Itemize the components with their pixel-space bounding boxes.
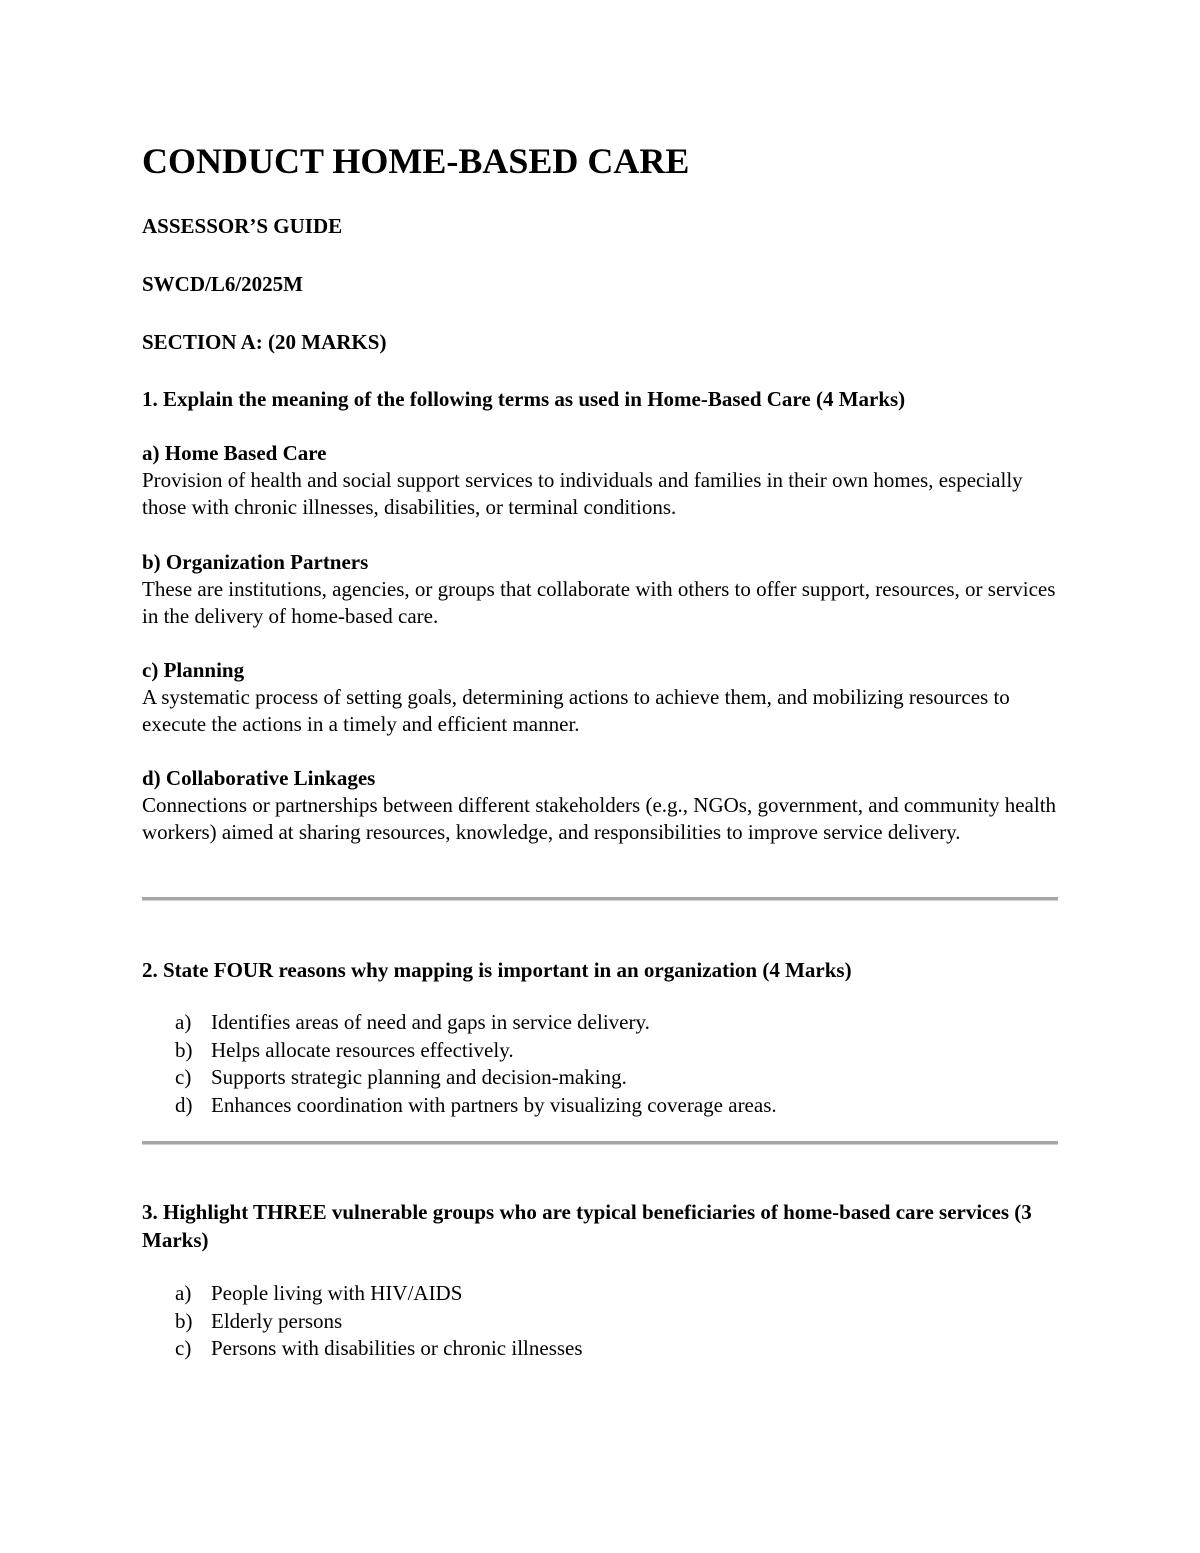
list-marker: c) xyxy=(175,1336,192,1360)
list-item xyxy=(142,1064,777,1092)
question-2: 2. State FOUR reasons why mapping is important in an organization (4 Marks) xyxy=(142,958,852,982)
term-definition: Provision of health and social support services to individuals and families in their own homes, especially those with chronic illnesses, disabilities, or terminal conditions. xyxy=(142,468,1023,519)
term-planning xyxy=(142,657,1062,738)
term-title: c) Planning xyxy=(142,658,245,682)
term-title: a) Home Based Care xyxy=(142,441,327,465)
list-item-text: Supports strategic planning and decision-making. xyxy=(211,1065,627,1089)
list-item xyxy=(142,1335,583,1363)
list-item xyxy=(142,1037,777,1065)
list-item-text: People living with HIV/AIDS xyxy=(211,1281,463,1305)
term-home-based-care xyxy=(142,440,1062,521)
term-definition: These are institutions, agencies, or groups that collaborate with others to offer support, resources, or services in the delivery of home-based care. xyxy=(142,577,1056,628)
term-title: d) Collaborative Linkages xyxy=(142,766,376,790)
term-definition: Connections or partnerships between different stakeholders (e.g., NGOs, government, and community health workers) aimed at sharing resources, knowledge, and responsibilities to improve service delivery. xyxy=(142,793,1057,844)
list-item xyxy=(142,1280,583,1308)
list-marker: c) xyxy=(175,1065,192,1089)
list-marker: b) xyxy=(175,1037,193,1062)
list-item xyxy=(142,1009,777,1037)
list-marker: b) xyxy=(175,1308,193,1333)
term-collaborative-linkages xyxy=(142,765,1062,846)
list-item-text: Identifies areas of need and gaps in service delivery. xyxy=(211,1010,650,1034)
document-title: CONDUCT HOME-BASED CARE xyxy=(142,141,690,181)
section-heading: SECTION A: (20 MARKS) xyxy=(142,330,387,354)
document-code: SWCD/L6/2025M xyxy=(142,272,304,296)
question-3: 3. Highlight THREE vulnerable groups who are typical beneficiaries of home-based care services (3 Marks) xyxy=(142,1200,1032,1252)
list-marker: d) xyxy=(175,1092,193,1117)
list-item xyxy=(142,1092,777,1120)
answer-list-q2 xyxy=(142,1009,777,1119)
term-organization-partners xyxy=(142,549,1062,630)
list-item-text: Helps allocate resources effectively. xyxy=(211,1037,514,1062)
list-marker: a) xyxy=(175,1281,192,1305)
term-definition: A systematic process of setting goals, determining actions to achieve them, and mobilizing resources to execute the actions in a timely and efficient manner. xyxy=(142,685,1010,736)
list-item-text: Elderly persons xyxy=(211,1308,343,1333)
list-item-text: Persons with disabilities or chronic illnesses xyxy=(211,1336,583,1360)
question-1: 1. Explain the meaning of the following terms as used in Home-Based Care (4 Marks) xyxy=(142,387,906,411)
list-marker: a) xyxy=(175,1010,192,1034)
horizontal-divider xyxy=(142,897,1058,901)
horizontal-divider xyxy=(142,1141,1058,1145)
list-item xyxy=(142,1308,583,1336)
answer-list-q3 xyxy=(142,1280,583,1363)
list-item-text: Enhances coordination with partners by visualizing coverage areas. xyxy=(211,1092,777,1117)
term-title: b) Organization Partners xyxy=(142,550,369,574)
document-subtitle: ASSESSOR’S GUIDE xyxy=(142,214,343,238)
